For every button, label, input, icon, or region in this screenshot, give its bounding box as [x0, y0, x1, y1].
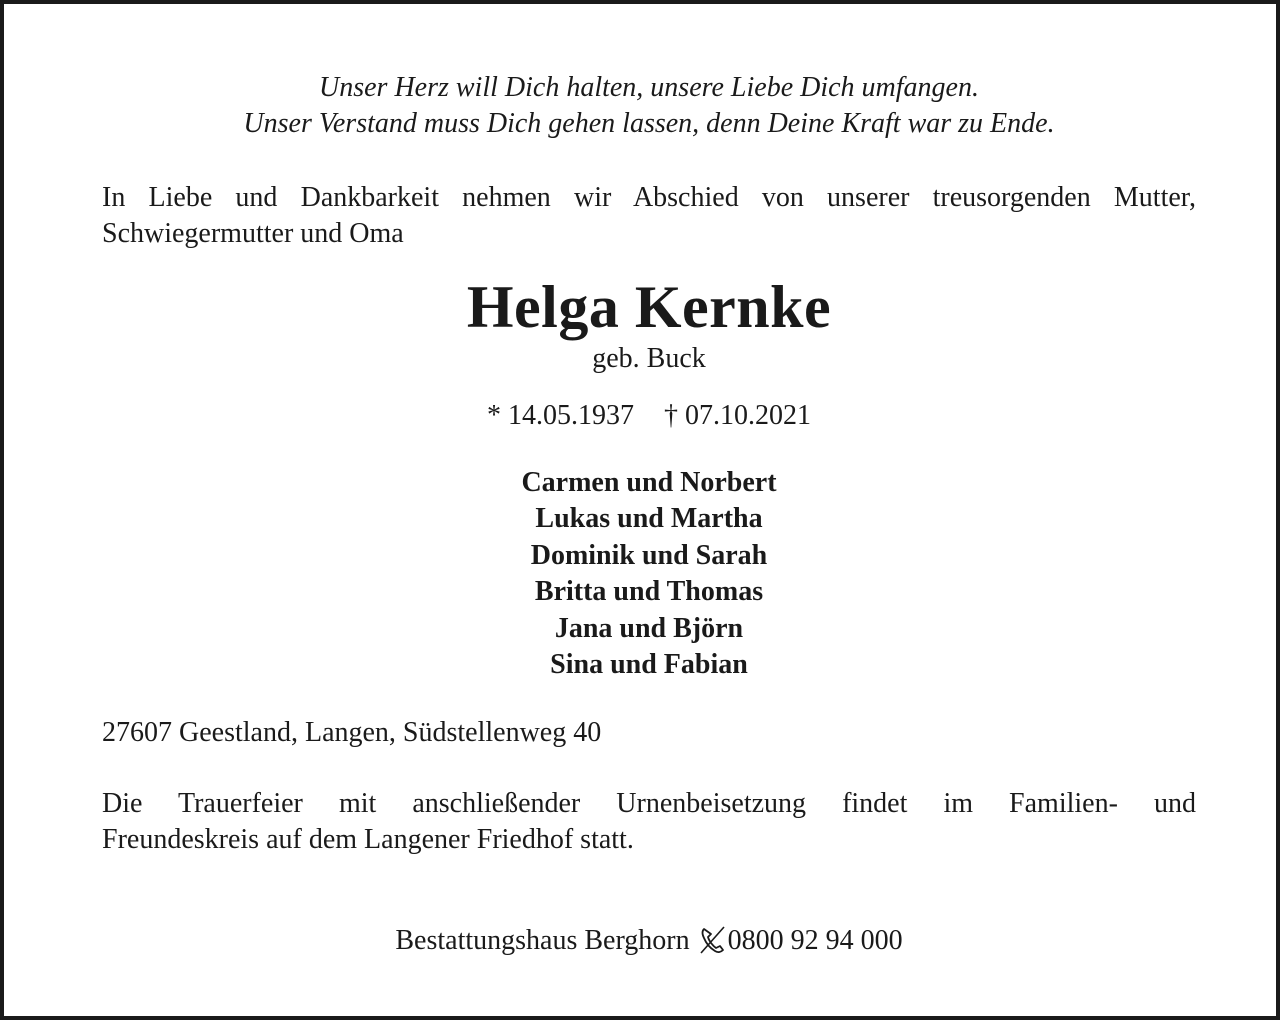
- undertaker-name: Bestattungshaus Berghorn: [395, 925, 690, 956]
- deceased-name: Helga Kernke: [466, 274, 832, 340]
- undertaker-phone: 0800 92 94 000: [727, 925, 903, 956]
- intro-text: [102, 180, 1196, 252]
- life-dates: [102, 398, 1196, 434]
- birth-date: * 14.05.1937: [487, 400, 634, 431]
- ceremony-line-1: Die Trauerfeier mit anschließender Urnenbeisetzung findet im Familien- und: [102, 788, 1196, 819]
- maiden-name: geb. Buck: [592, 343, 706, 374]
- intro-line-1: In Liebe und Dankbarkeit nehmen wir Abschied von unserer treusorgenden Mutter,: [102, 182, 1196, 213]
- ceremony-info: [102, 786, 1196, 858]
- mourner-entry: Dominik und Sarah: [530, 539, 768, 571]
- mourner-entry: Lukas und Martha: [535, 503, 763, 535]
- death-date: † 07.10.2021: [664, 400, 811, 431]
- quote-line-2: Unser Verstand muss Dich gehen lassen, denn Deine Kraft war zu Ende.: [243, 108, 1055, 139]
- mourners-list: [102, 465, 1196, 683]
- intro-line-2: Schwiegermutter und Oma: [102, 218, 404, 249]
- undertaker-contact: [102, 923, 1196, 959]
- mourner-entry: Jana und Björn: [554, 612, 744, 644]
- quote-line-1: Unser Herz will Dich halten, unsere Liebe Dich umfangen.: [319, 72, 979, 103]
- mourner-entry: Britta und Thomas: [534, 576, 764, 608]
- address: 27607 Geestland, Langen, Südstellenweg 40: [102, 717, 602, 748]
- epigraph-quote: [102, 70, 1196, 142]
- ceremony-line-2: Freundeskreis auf dem Langener Friedhof statt.: [102, 824, 634, 855]
- phone-handset-icon: [698, 926, 726, 954]
- mourner-entry: Sina und Fabian: [550, 649, 748, 681]
- mourner-entry: Carmen und Norbert: [521, 467, 777, 498]
